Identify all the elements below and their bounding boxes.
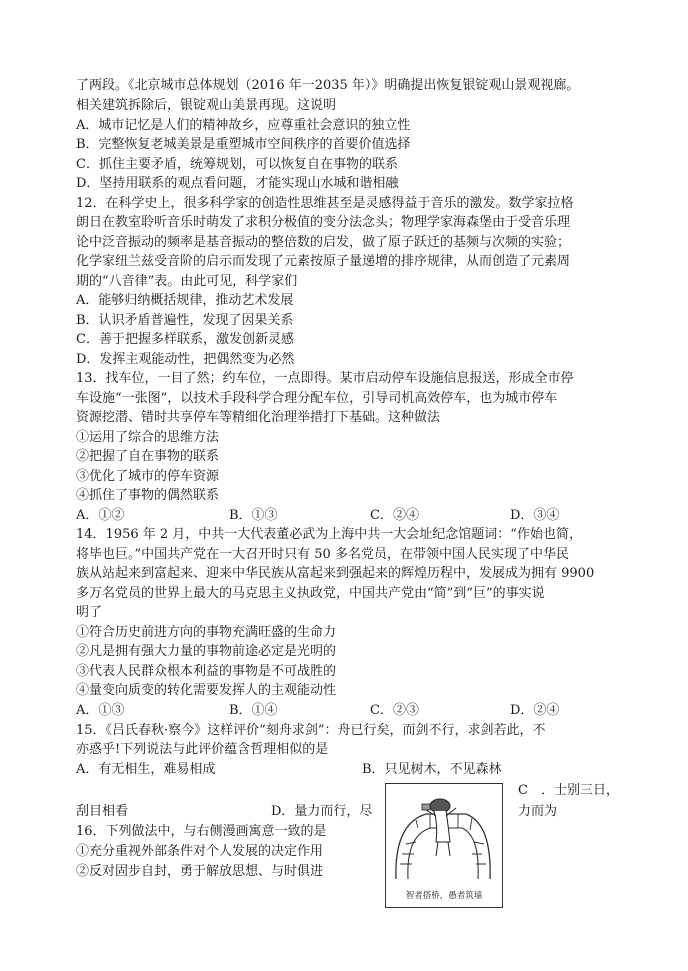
q16-stem: 16．下列做法中，与右侧漫画寓意一致的是: [76, 824, 327, 839]
q16-item: ②反对固步自封，勇于解放思想、与时俱进: [76, 864, 324, 879]
q14-stem: 14．1956 年 2 月，中共一大代表董必武为上海中共一大会址纪念馆题词：“作始也简，: [76, 527, 582, 542]
q12-stem: 12．在科学史上，很多科学家的创造性思维甚至是灵感得益于音乐的激发。数学家拉格: [76, 196, 574, 211]
q13-option-d: D．③④: [510, 508, 560, 523]
q14-item: ④量变向质变的转化需要发挥人的主观能动性: [76, 683, 337, 698]
cartoon-illustration: [385, 783, 503, 908]
q14-option-c: C．②③: [370, 703, 419, 718]
q15-option-c: C ．士别三日，: [518, 783, 619, 798]
q13-item: ②把握了自在事物的联系: [76, 449, 220, 464]
q14-stem: 族从站起来到富起来、迎来中华民族从富起来到强起来的辉煌历程中，发展成为拥有 9900: [76, 566, 595, 581]
q12-stem: 化学家纽兰兹受音阶的启示而发现了元素按原子量递增的排序规律，从而创造了元素周: [76, 254, 571, 269]
q12-stem: 朗日在教室聆听音乐时萌发了求积分极值的变分法念头；物理学家海森堡由于受音乐理: [76, 215, 571, 230]
q15-option-c-cont: 刮目相看: [76, 804, 129, 819]
q12-option-a: A．能够归纳概括规律，推动艺术发展: [76, 293, 294, 308]
q13-item: ③优化了城市的停车资源: [76, 469, 220, 484]
q12-stem: 论中泛音振动的频率是基音振动的整倍数的启发，做了原子跃迁的基频与次频的实验；: [76, 235, 571, 250]
q13-option-b: B．①③: [229, 508, 278, 523]
text-line: 了两段。《北京城市总体规划（2016 年一2035 年）》明确提出恢复银锭观山景观视廊。: [76, 78, 580, 93]
q13-stem: 13．找车位，一目了然；约车位，一点即得。某市启动停车设施信息报送，形成全市停: [76, 371, 574, 386]
q14-stem: 多万名党员的世界上最大的马克思主义执政党，中国共产党由“简”到“巨”的事实说: [76, 586, 545, 601]
q14-option-d: D．②④: [510, 703, 560, 718]
q13-option-a: A．①②: [76, 508, 125, 523]
text-line: 相关建筑拆除后，银锭观山美景再现。这说明: [76, 98, 337, 113]
q12-option-b: B．认识矛盾普遍性，发现了因果关系: [76, 313, 294, 328]
q15-stem: 15．《吕氏春秋·察今》这样评价“刻舟求剑”：舟已行矣，而剑不行，求剑若此，不: [76, 723, 546, 738]
option-d: D．坚持用联系的观点看问题，才能实现山水城和谐相融: [76, 176, 399, 191]
q13-item: ④抓住了事物的偶然联系: [76, 488, 220, 503]
q13-option-c: C．②④: [370, 508, 419, 523]
q12-option-d: D．发挥主观能动性，把偶然变为必然: [76, 352, 295, 367]
option-a: A．城市记忆是人们的精神故乡，应尊重社会意识的独立性: [76, 118, 411, 133]
q14-item: ②凡是拥有强大力量的事物前途必定是光明的: [76, 644, 337, 659]
q13-stem: 资源挖潜、错时共享停车等精细化治理举措打下基础。这种做法: [76, 410, 441, 425]
option-c: C．抓住主要矛盾，统筹规划，可以恢复自在事物的联系: [76, 157, 398, 172]
q14-stem: 将毕也巨。”中国共产党在一大召开时只有 50 多名党员，在带领中国人民实现了中华民: [76, 547, 569, 562]
q14-item: ①符合历史前进方向的事物充满旺盛的生命力: [76, 625, 337, 640]
q15-option-d-cont: 力而为: [518, 804, 558, 819]
cartoon-caption: 智者搭桥，愚者筑墙: [405, 891, 483, 901]
q15-stem: 亦惑乎!下列说法与此评价蕴含哲理相似的是: [76, 742, 329, 757]
q14-stem: 明了: [76, 605, 103, 620]
q12-option-c: C．善于把握多样联系，激发创新灵感: [76, 332, 294, 347]
q16-item: ①充分重视外部条件对个人发展的决定作用: [76, 844, 324, 859]
q13-item: ①运用了综合的思维方法: [76, 430, 220, 445]
q14-option-a: A．①③: [76, 703, 125, 718]
q12-stem: 期的“八音律”表。由此可见，科学家们: [76, 274, 298, 289]
q15-option-b: B．只见树木，不见森林: [362, 762, 502, 777]
q13-stem: 车设施“一张图”，以技术手段科学合理分配车位，引导司机高效停车，也为城市停车: [76, 391, 558, 406]
q15-option-d: D．量力而行，尽: [271, 804, 373, 819]
q14-option-b: B．①④: [229, 703, 278, 718]
wall-cartoon-drawing: [386, 784, 502, 884]
q14-item: ③代表人民群众根本利益的事物是不可战胜的: [76, 664, 337, 679]
option-b: B．完整恢复老城美景是重塑城市空间秩序的首要价值选择: [76, 137, 411, 152]
q15-option-a: A．有无相生，难易相成: [76, 762, 216, 777]
